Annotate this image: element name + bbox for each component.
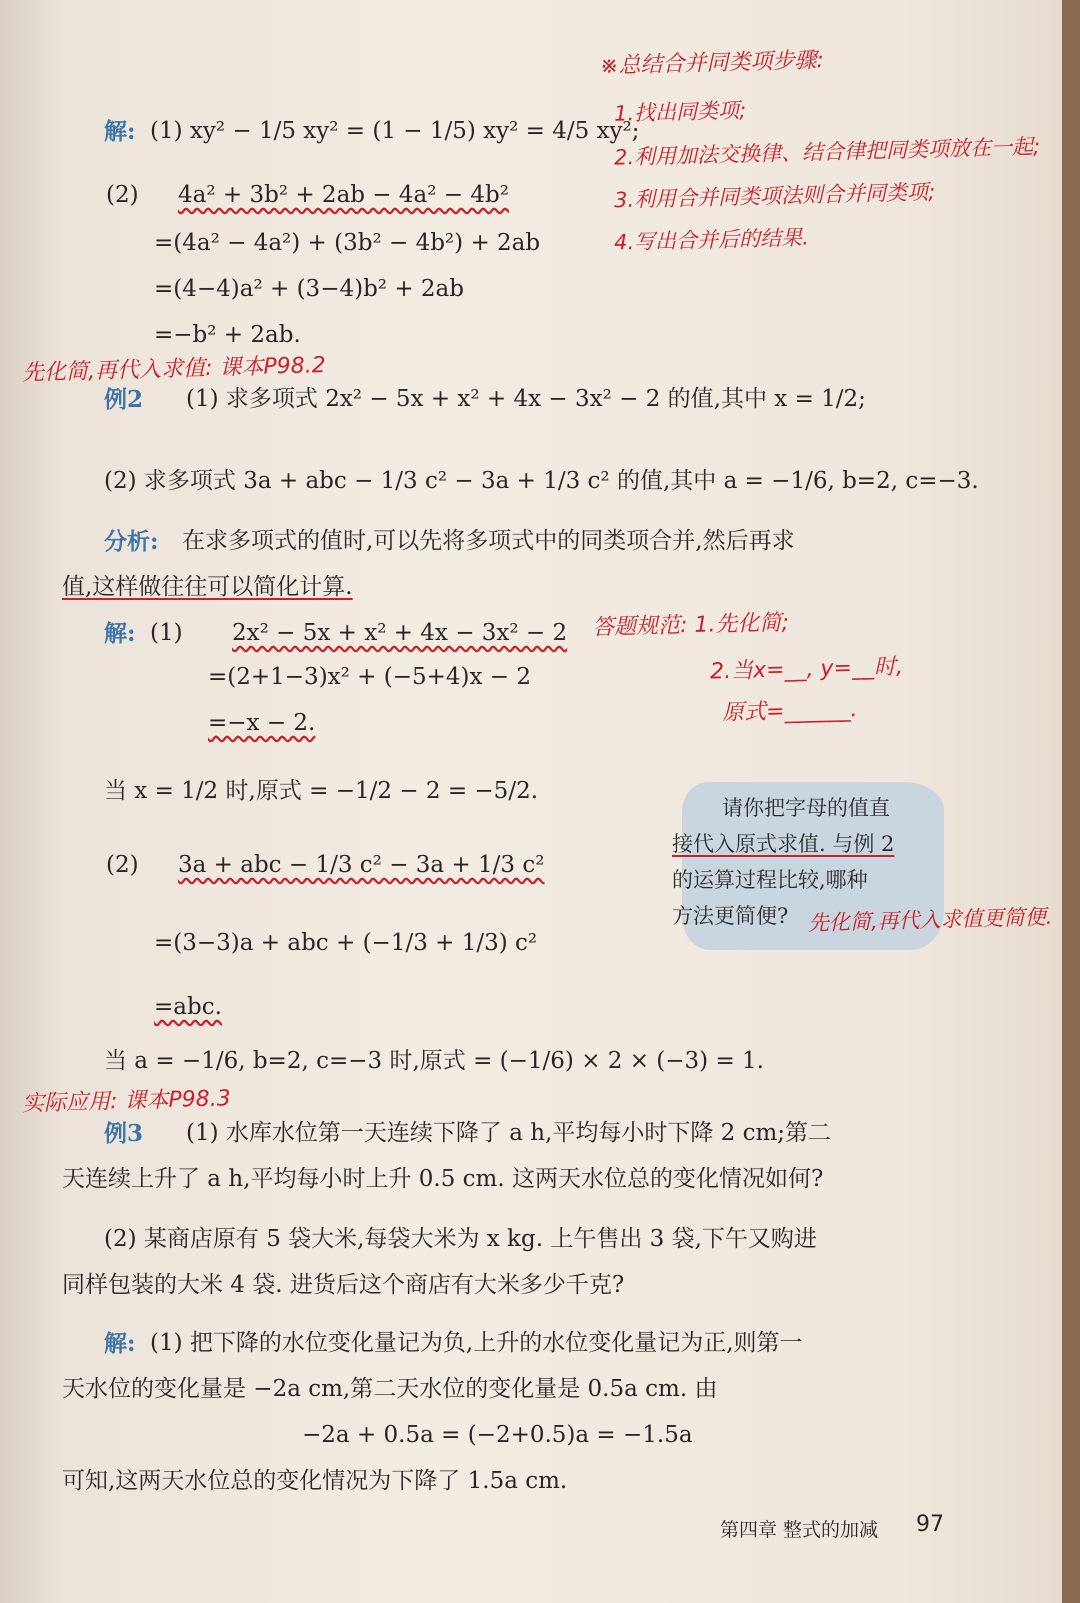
ex3-label: 例3 bbox=[104, 1120, 144, 1147]
hint-line2: 接代入原式求值. 与例 2 bbox=[672, 832, 895, 856]
ex2-analysis-label: 分析: bbox=[104, 528, 159, 555]
ex1-part2-line2: =(4a² − 4a²) + (3b² − 4b²) + 2ab bbox=[154, 230, 541, 256]
ex3-s1-d: 可知,这两天水位总的变化情况为下降了 1.5a cm. bbox=[62, 1468, 568, 1494]
note-bubble-answer: 先化简,再代入求值更简便. bbox=[807, 904, 1053, 936]
ex2-s1-line3: =−x − 2. bbox=[208, 710, 316, 736]
ex2-s2-line1: 3a + abc − 1/3 c² − 3a + 1/3 c² bbox=[178, 852, 545, 878]
ex3-q2-b: 同样包装的大米 4 袋. 进货后这个商店有大米多少千克? bbox=[62, 1272, 625, 1298]
ex2-s2-line3: =abc. bbox=[154, 994, 222, 1020]
ex3-s1-b: 天水位的变化量是 −2a cm,第二天水位的变化量是 0.5a cm. 由 bbox=[62, 1376, 718, 1402]
ex1-part2-label: (2) bbox=[106, 182, 139, 208]
ex2-solution-label: 解: bbox=[104, 620, 136, 647]
note-answer-format-title: 答题规范: 1.先化简; bbox=[591, 610, 790, 641]
ex2-s2-label: (2) bbox=[106, 852, 139, 878]
ex2-s2-line2: =(3−3)a + abc + (−1/3 + 1/3) c² bbox=[154, 930, 538, 956]
ex2-s1-line1: 2x² − 5x + x² + 4x − 3x² − 2 bbox=[232, 620, 568, 646]
chapter-footer: 第四章 整式的加减 bbox=[720, 1519, 879, 1541]
ex2-s1-line2: =(2+1−3)x² + (−5+4)x − 2 bbox=[208, 664, 531, 690]
ex3-solution-label: 解: bbox=[104, 1330, 136, 1357]
ex1-part2-line4: =−b² + 2ab. bbox=[154, 322, 301, 348]
ex1-part2-line3: =(4−4)a² + (3−4)b² + 2ab bbox=[154, 276, 464, 302]
ex2-s1-label: (1) bbox=[150, 620, 183, 646]
hint-line1: 请你把字母的值直 bbox=[722, 796, 890, 820]
ex2-question2: (2) 求多项式 3a + abc − 1/3 c² − 3a + 1/3 c² 的值,其中 a = −1/6, b=2, c=−3. bbox=[104, 468, 979, 494]
ex3-q1-b: 天连续上升了 a h,平均每小时上升 0.5 cm. 这两天水位总的变化情况如何? bbox=[62, 1166, 824, 1192]
note-answer-format-2: 2.当x=__, y=__时, bbox=[709, 654, 904, 685]
note-ex3: 实际应用: 课本P98.3 bbox=[21, 1086, 232, 1117]
ex3-s1-c: −2a + 0.5a = (−2+0.5)a = −1.5a bbox=[302, 1422, 693, 1448]
ex3-q1-a: (1) 水库水位第一天连续下降了 a h,平均每小时下降 2 cm;第二 bbox=[186, 1120, 832, 1146]
hint-line3: 的运算过程比较,哪种 bbox=[672, 868, 868, 892]
ex1-part2-line1: 4a² + 3b² + 2ab − 4a² − 4b² bbox=[178, 182, 509, 208]
ex2-analysis-2: 值,这样做往往可以简化计算. bbox=[62, 574, 353, 600]
hint-line4: 方法更简便? bbox=[672, 904, 789, 928]
ex3-q2-a: (2) 某商店原有 5 袋大米,每袋大米为 x kg. 上午售出 3 袋,下午又购进 bbox=[104, 1226, 817, 1252]
page-number: 97 bbox=[916, 1512, 944, 1537]
note-step-1: 1.找出同类项; bbox=[613, 98, 747, 126]
note-ex2: 先化简,再代入求值: 课本P98.2 bbox=[21, 353, 326, 386]
note-step-4: 4.写出合并后的结果. bbox=[613, 225, 810, 255]
note-step-2: 2.利用加法交换律、结合律把同类项放在一起; bbox=[613, 134, 1041, 170]
ex2-s2-when: 当 a = −1/6, b=2, c=−3 时,原式 = (−1/6) × 2 × (−3) = 1. bbox=[104, 1048, 764, 1074]
ex3-s1-a: (1) 把下降的水位变化量记为负,上升的水位变化量记为正,则第一 bbox=[150, 1330, 803, 1356]
note-step-3: 3.利用合并同类项法则合并同类项; bbox=[613, 179, 936, 213]
ex1-part1: (1) xy² − 1/5 xy² = (1 − 1/5) xy² = 4/5 xy²; bbox=[150, 118, 640, 144]
ex2-question1: (1) 求多项式 2x² − 5x + x² + 4x − 3x² − 2 的值,其中 x = 1/2; bbox=[186, 386, 866, 412]
note-answer-format-3: 原式=______. bbox=[721, 697, 858, 726]
ex2-s1-when: 当 x = 1/2 时,原式 = −1/2 − 2 = −5/2. bbox=[104, 778, 539, 804]
ex2-analysis-1: 在求多项式的值时,可以先将多项式中的同类项合并,然后再求 bbox=[182, 528, 795, 554]
note-summary-title: ※总结合并同类项步骤: bbox=[599, 48, 825, 79]
ex1-solution-label: 解: bbox=[104, 118, 136, 145]
ex2-label: 例2 bbox=[104, 386, 144, 413]
